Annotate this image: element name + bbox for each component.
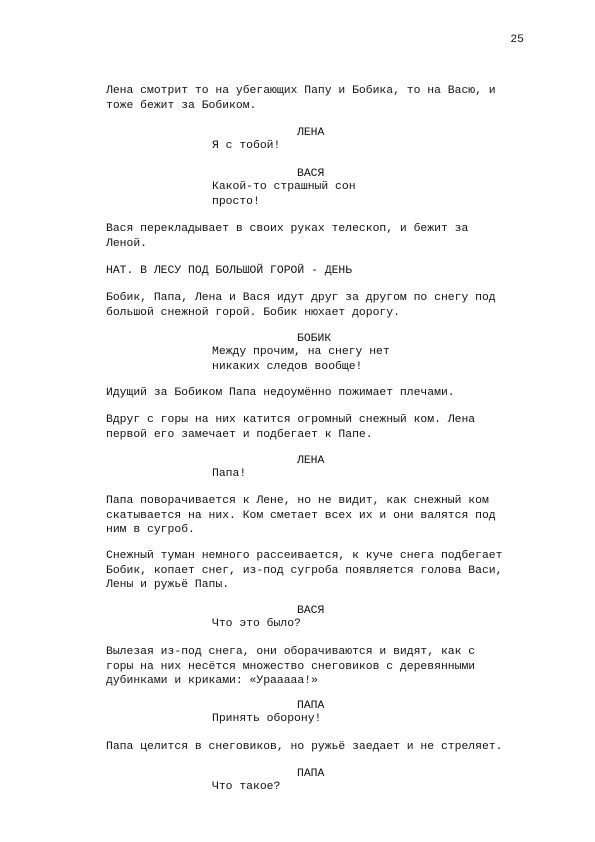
text-line: Лена смотрит то на убегающих Папу и Бобика, то на Васю, и: [106, 85, 496, 97]
action-line-block: [106, 549, 502, 593]
text-line: Что такое?: [212, 781, 281, 793]
dialogue: [212, 712, 321, 727]
dialogue: [212, 467, 246, 482]
text-line: Леной.: [106, 237, 148, 250]
text-line: ПАПА: [297, 700, 325, 712]
character-name: [297, 604, 324, 619]
dialogue: [212, 617, 301, 632]
text-line: Что это было?: [212, 618, 301, 630]
dialogue: [212, 139, 280, 154]
text-line: большой снежной горой. Бобик нюхает дорогу.: [106, 306, 400, 319]
text-line: ним в сугроб.: [106, 524, 195, 536]
action-line-block: [106, 222, 468, 251]
character-name: [297, 767, 324, 782]
text-line: скатывается на них. Ком сметает всех их и они валятся под: [106, 509, 496, 522]
action-line-block: [106, 645, 475, 689]
action-line-block: [106, 386, 455, 401]
action-line-block: [106, 84, 496, 113]
text-line: Бобик, копает снег, из-под сугроба появляется голова Васи,: [106, 564, 503, 577]
text-line: первой его замечает и подбегает к Папе.: [106, 428, 373, 441]
text-line: Папа поворачивается к Лене, но не видит, как снежный ком: [106, 495, 489, 507]
text-line: Вася перекладывает в своих руках телескоп, и бежит за: [106, 223, 469, 235]
text-line: Какой-то страшный сон: [212, 181, 356, 193]
text-line: Лены и ружьё Папы.: [106, 579, 230, 591]
text-line: Принять оборону!: [212, 713, 322, 725]
text-line: БОБИК: [297, 333, 332, 345]
text-line: ЛЕНА: [297, 127, 325, 139]
dialogue: [212, 180, 356, 209]
text-line: Бобик, Папа, Лена и Вася идут друг за другом по снегу под: [106, 292, 496, 304]
text-line: Папа!: [212, 468, 247, 480]
text-line: горы на них несётся множество снеговиков с деревянными: [106, 660, 476, 673]
dialogue: [212, 345, 390, 374]
text-line: НАТ. В ЛЕСУ ПОД БОЛЬШОЙ ГОРОЙ - ДЕНЬ: [106, 265, 353, 277]
page-number: 25: [510, 34, 524, 46]
action-line-block: [106, 740, 502, 755]
character-name: [297, 126, 324, 141]
action-line-block: [106, 413, 475, 442]
scene-heading: [106, 264, 352, 279]
text-line: ВАСЯ: [297, 605, 325, 617]
dialogue: [212, 780, 280, 795]
text-line: просто!: [212, 195, 260, 208]
text-line: ВАСЯ: [297, 168, 325, 180]
text-line: никаких следов вообще!: [212, 360, 363, 373]
text-line: дубинками и криками: «Урааааа!»: [106, 675, 318, 687]
text-line: Между прочим, на снегу нет: [212, 346, 390, 358]
text-line: Идущий за Бобиком Папа недоумённо пожимает плечами.: [106, 387, 455, 399]
text-line: Я с тобой!: [212, 140, 281, 152]
text-line: ПАПА: [297, 768, 325, 780]
action-line-block: [106, 291, 496, 320]
text-line: тоже бежит за Бобиком.: [106, 99, 257, 112]
text-line: Вылезая из-под снега, они оборачиваются и видят, как с: [106, 646, 476, 658]
character-name: [297, 454, 324, 469]
text-line: Снежный туман немного рассеивается, к куче снега подбегает: [106, 550, 503, 562]
text-line: Папа целится в снеговиков, но ружьё заедает и не стреляет.: [106, 741, 503, 753]
action-line-block: [106, 494, 496, 538]
text-line: Вдруг с горы на них катится огромный снежный ком. Лена: [106, 414, 476, 426]
text-line: ЛЕНА: [297, 455, 325, 467]
